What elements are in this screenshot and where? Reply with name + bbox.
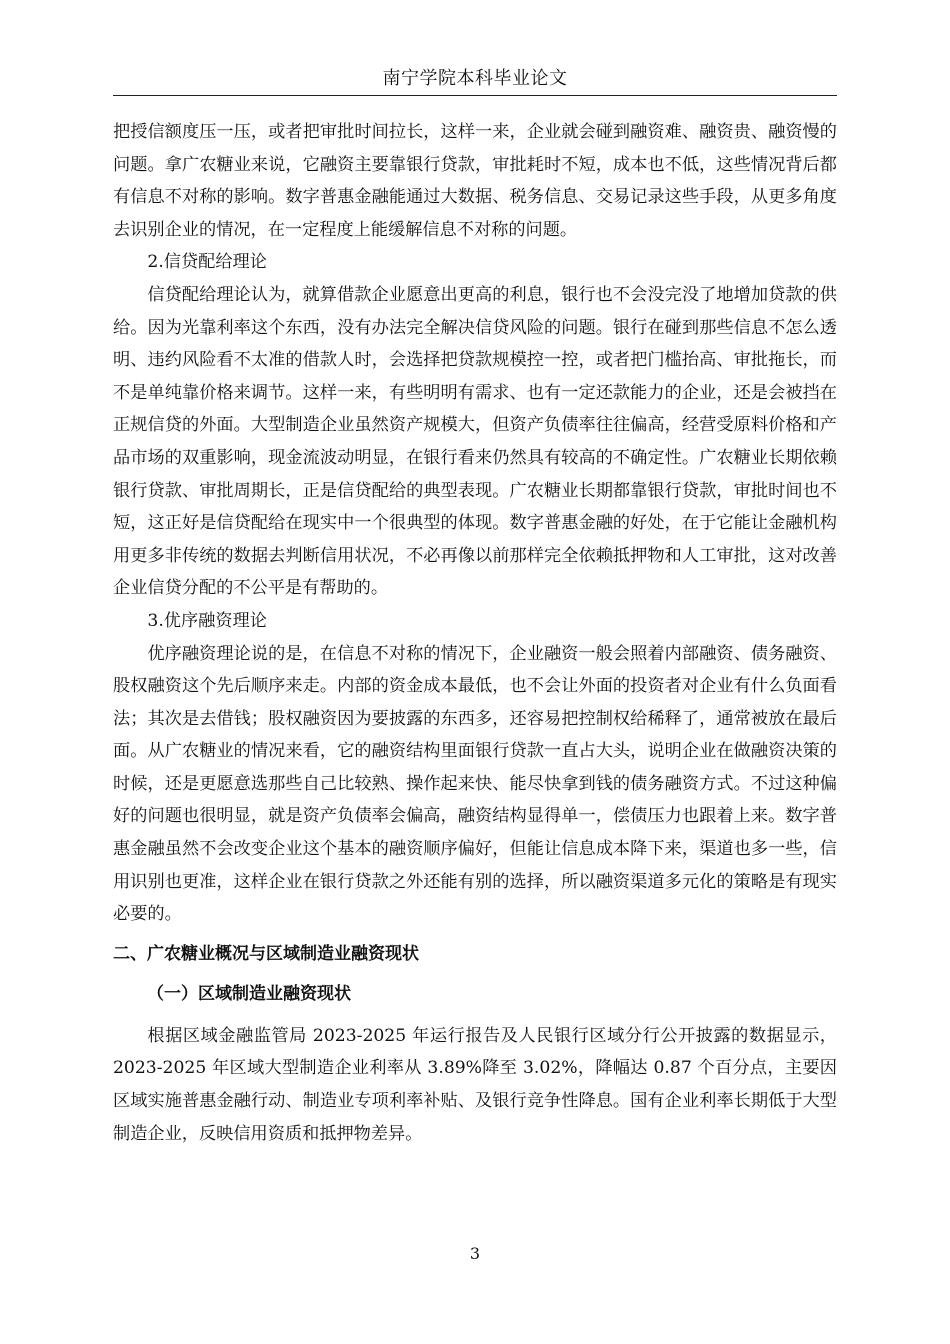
subsection-heading: （一）区域制造业融资现状: [147, 983, 351, 1004]
page-header: [113, 62, 837, 96]
paragraph-credit-rationing: 信贷配给理论认为，就算借款企业愿意出更高的利息，银行也不会没完没了地增加贷款的供给。因为光靠利率这个东西，没有办法完全解决信贷风险的问题。银行在碰到那些信息不怎么透明、违约风险看不太准的借款人时，会选择把贷款规模控一控，或者把门槛抬高、审批拖长，而不是单纯靠价格来调节。这样一来，有些明明有需求、也有一定还款能力的企业，还是会被挡在正规信贷的外面。大型制造企业虽然资产规模大，但资产负债率往往偏高，经营受原料价格和产品市场的双重影响，现金流波动明显，在银行看来仍然具有较高的不确定性。广农糖业长期依赖银行贷款、审批周期长，正是信贷配给的典型表现。广农糖业长期都靠银行贷款，审批时间也不短，这正好是信贷配给在现实中一个很典型的体现。数字普惠金融的好处，在于它能让金融机构用更多非传统的数据去判断信用状况，不必再像以前那样完全依赖抵押物和人工审批，这对改善企业信贷分配的不公平是有帮助的。: [113, 284, 837, 599]
paragraph-pecking-order: 优序融资理论说的是，在信息不对称的情况下，企业融资一般会照着内部融资、债务融资、股权融资这个先后顺序来走。内部的资金成本最低，也不会让外面的投资者对企业有什么负面看法；其次是去借钱；股权融资因为要披露的东西多，还容易把控制权给稀释了，通常被放在最后面。从广农糖业的情况来看，它的融资结构里面银行贷款一直占大头，说明企业在做融资决策的时候，还是更愿意选那些自己比较熟、操作起来快、能尽快拿到钱的债务融资方式。不过这种偏好的问题也很明显，就是资产负债率会偏高，融资结构显得单一，偿债压力也跟着上来。数字普惠金融虽然不会改变企业这个基本的融资顺序偏好，但能让信息成本降下来，渠道也多一些，信用识别也更准，这样企业在银行贷款之外还能有别的选择，所以融资渠道多元化的策略是有现实必要的。: [113, 643, 837, 925]
page-number: 3: [469, 1244, 481, 1263]
paragraph-information-asymmetry-continued: 把授信额度压一压，或者把审批时间拉长，这样一来，企业就会碰到融资难、融资贵、融资慢的问题。拿广农糖业来说，它融资主要靠银行贷款，审批耗时不短，成本也不低，这些情况背后都有信息不对称的影响。数字普惠金融能通过大数据、税务信息、交易记录这些手段，从更多角度去识别企业的情况，在一定程度上能缓解信息不对称的问题。: [113, 122, 837, 240]
chapter-heading: 二、广农糖业概况与区域制造业融资现状: [113, 943, 419, 964]
section-title-credit-rationing: 2.信贷配给理论: [147, 252, 267, 273]
section-title-pecking-order: 3.优序融资理论: [147, 610, 267, 631]
page-body: [113, 116, 837, 1150]
paragraph-regional-financing: 根据区域金融监管局 2023-2025 年运行报告及人民银行区域分行公开披露的数据显示，2023-2025 年区域大型制造企业利率从 3.89%降至 3.02%，降幅达 0.87 个百分点，主要因区域实施普惠金融行动、制造业专项利率补贴、及银行竞争性降息。国有企业利率长期低于大型制造企业，反映信用资质和抵押物差异。: [113, 1025, 837, 1144]
thesis-header-title: 南宁学院本科毕业论文: [382, 68, 568, 89]
